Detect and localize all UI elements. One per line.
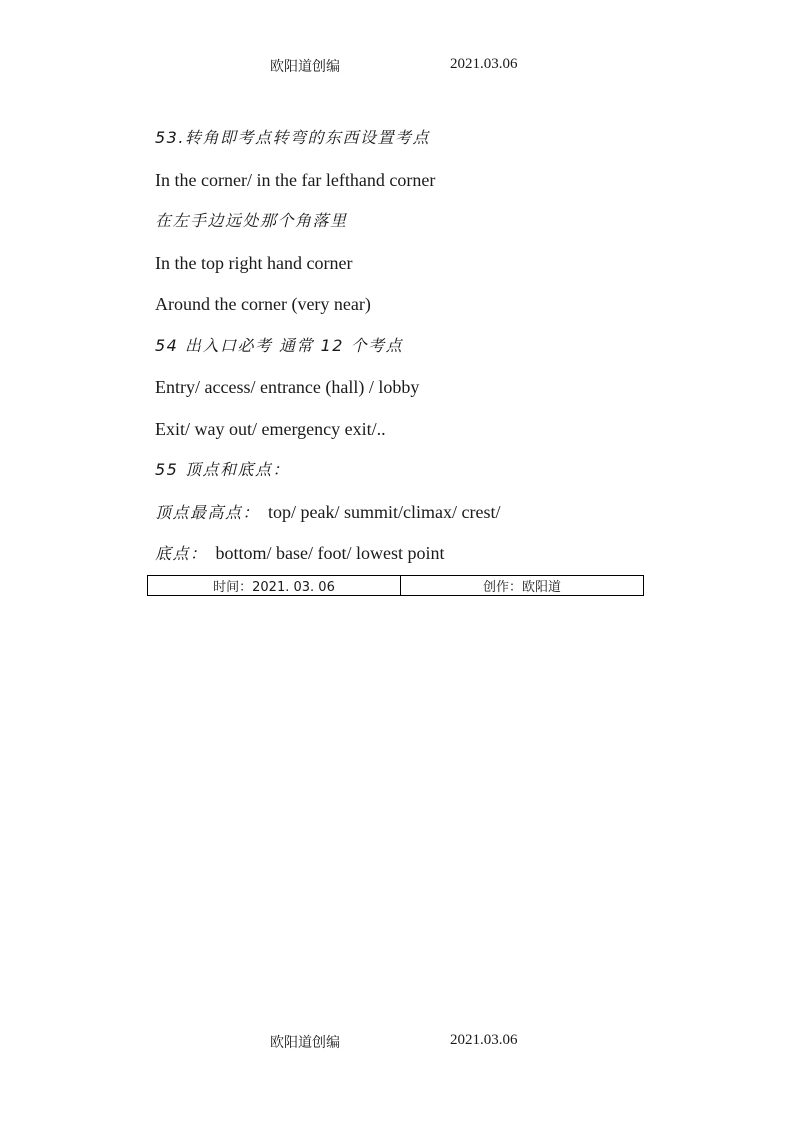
document-body: [155, 122, 655, 579]
mixed-line-prefix: 顶点最高点：: [155, 502, 261, 522]
mixed-line-bottom: [155, 537, 655, 579]
mixed-line-top: [155, 496, 655, 538]
header-date: 2021.03.06: [450, 56, 518, 72]
heading-53: 53.转角即考点转弯的东西设置考点: [155, 128, 430, 147]
text-line: Around the corner (very near): [155, 294, 371, 314]
text-line: Exit/ way out/ emergency exit/..: [155, 418, 386, 439]
footer-author: 欧阳道创编: [270, 1035, 340, 1051]
info-time-cell: 时间：2021. 03. 06: [148, 576, 401, 595]
heading-54: 54 出入口必考 通常 12 个考点: [155, 335, 404, 355]
heading-55: 55 顶点和底点：: [155, 460, 290, 479]
text-line: Entry/ access/ entrance (hall) / lobby: [155, 377, 420, 397]
info-table: [147, 575, 644, 596]
info-creator-cell: 创作：欧阳道: [482, 580, 561, 595]
header-author: 欧阳道创编: [270, 59, 340, 75]
mixed-line-text: top/ peak/ summit/climax/ crest/: [268, 501, 501, 522]
translation-line: 在左手边远处那个角落里: [155, 211, 348, 230]
page-header: [0, 56, 794, 80]
footer-date: 2021.03.06: [450, 1032, 518, 1048]
page-footer: [0, 1032, 794, 1056]
text-line: In the corner/ in the far lefthand corner: [155, 169, 436, 190]
text-line: In the top right hand corner: [155, 252, 353, 273]
mixed-line-text: bottom/ base/ foot/ lowest point: [215, 543, 445, 563]
mixed-line-prefix: 底点：: [155, 544, 208, 563]
